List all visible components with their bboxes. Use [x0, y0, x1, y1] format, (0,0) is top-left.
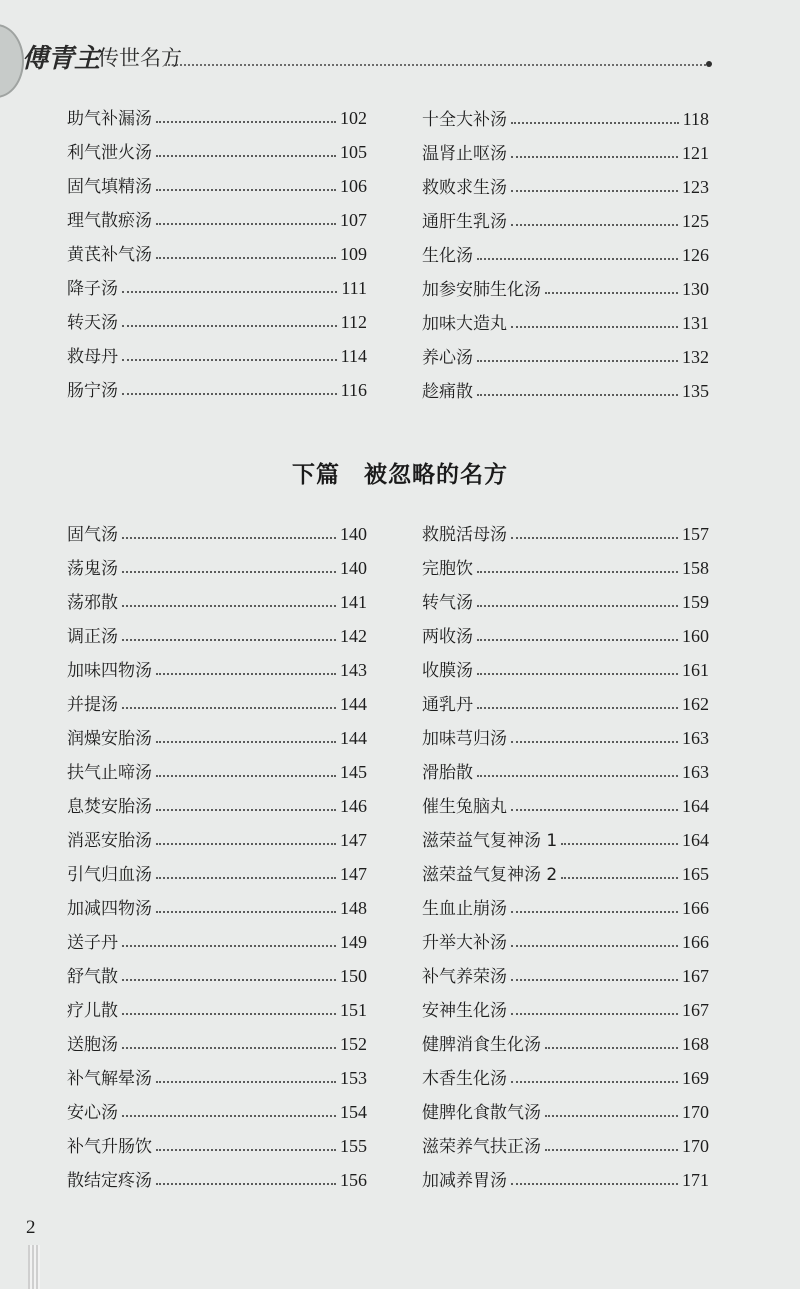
toc-entry-page: 141 [340, 592, 367, 612]
toc-leader-dots [477, 605, 678, 607]
toc-entry-page: 166 [682, 898, 709, 918]
toc-entry [67, 1089, 367, 1123]
toc-entry-title: 散结定疼汤 [67, 1171, 152, 1191]
toc-leader-dots [156, 741, 336, 743]
toc-leader-dots [156, 775, 336, 777]
toc-entry [67, 919, 367, 953]
toc-leader-dots [122, 359, 337, 361]
toc-entry-title: 扶气止啼汤 [67, 763, 152, 783]
toc-entry [422, 953, 709, 987]
toc-entry-title: 通肝生乳汤 [422, 212, 507, 232]
toc-leader-dots [511, 326, 678, 328]
toc-entry [67, 613, 367, 647]
toc-leader-dots [511, 1183, 678, 1185]
toc-leader-dots [545, 1047, 678, 1049]
toc-entry-page: 158 [682, 558, 709, 578]
toc-entry-page: 151 [340, 1000, 367, 1020]
toc-leader-dots [561, 877, 678, 879]
toc-entry-title: 加减养胃汤 [422, 1171, 507, 1191]
toc-entry-page: 161 [682, 660, 709, 680]
toc-entry-title: 救母丹 [67, 347, 118, 367]
toc-entry-title: 息焚安胎汤 [67, 797, 152, 817]
toc-entry-page: 152 [340, 1034, 367, 1054]
toc-leader-dots [477, 775, 678, 777]
toc-leader-dots [156, 911, 336, 913]
toc-entry-title: 加味芎归汤 [422, 729, 507, 749]
toc-entry [67, 987, 367, 1021]
toc-entry-title: 并提汤 [67, 695, 118, 715]
toc-entry-page: 157 [682, 524, 709, 544]
toc-entry-page: 170 [682, 1136, 709, 1156]
toc-entry-page: 146 [340, 796, 367, 816]
toc-entry-page: 148 [340, 898, 367, 918]
toc-leader-dots [545, 1115, 678, 1117]
toc-entry-title: 理气散瘀汤 [67, 211, 152, 231]
toc-column-top-left [67, 95, 367, 401]
toc-entry [67, 265, 367, 299]
toc-entry-title: 安神生化汤 [422, 1001, 507, 1021]
toc-leader-dots [511, 911, 678, 913]
toc-leader-dots [122, 979, 336, 981]
toc-entry-title: 送子丹 [67, 933, 118, 953]
toc-entry-title: 升举大补汤 [422, 933, 507, 953]
toc-column-bottom-left [67, 511, 367, 1191]
toc-entry [422, 613, 709, 647]
toc-leader-dots [545, 292, 678, 294]
header-logo-text: 傅青主 [22, 44, 101, 74]
toc-entry [422, 511, 709, 545]
toc-entry-title: 滑胎散 [422, 763, 473, 783]
toc-leader-dots [122, 1115, 336, 1117]
toc-entry [422, 987, 709, 1021]
toc-entry [67, 367, 367, 401]
toc-entry-page: 114 [340, 346, 367, 366]
toc-entry-page: 153 [340, 1068, 367, 1088]
toc-entry-page: 106 [340, 176, 367, 196]
toc-entry-title: 收膜汤 [422, 661, 473, 681]
toc-entry-page: 111 [341, 278, 367, 298]
running-header [0, 28, 800, 78]
toc-leader-dots [122, 1047, 336, 1049]
toc-entry-page: 164 [682, 830, 709, 850]
toc-entry-title: 木香生化汤 [422, 1069, 507, 1089]
toc-leader-dots [156, 843, 336, 845]
toc-entry-page: 131 [682, 313, 709, 333]
toc-entry [67, 851, 367, 885]
toc-leader-dots [511, 190, 678, 192]
toc-entry [422, 96, 709, 130]
toc-entry-page: 132 [682, 347, 709, 367]
toc-entry [422, 164, 709, 198]
toc-entry-page: 118 [682, 109, 709, 129]
toc-entry [422, 1123, 709, 1157]
toc-entry-page: 163 [682, 762, 709, 782]
toc-entry-title: 固气填精汤 [67, 177, 152, 197]
toc-entry [67, 231, 367, 265]
toc-entry [422, 198, 709, 232]
toc-entry-title: 黄芪补气汤 [67, 245, 152, 265]
toc-entry-title: 通乳丹 [422, 695, 473, 715]
toc-entry-page: 121 [682, 143, 709, 163]
toc-entry [67, 817, 367, 851]
toc-entry-page: 167 [682, 1000, 709, 1020]
toc-leader-dots [156, 121, 336, 123]
toc-entry-page: 150 [340, 966, 367, 986]
toc-leader-dots [511, 945, 678, 947]
toc-entry [422, 749, 709, 783]
toc-entry-title: 补气升肠饮 [67, 1137, 152, 1157]
toc-leader-dots [511, 809, 678, 811]
page-number: 2 [26, 1217, 36, 1238]
toc-entry [67, 953, 367, 987]
toc-leader-dots [122, 537, 336, 539]
toc-entry [422, 851, 709, 885]
toc-entry-page: 135 [682, 381, 709, 401]
toc-leader-dots [122, 325, 337, 327]
toc-entry-page: 156 [340, 1170, 367, 1190]
toc-leader-dots [511, 537, 678, 539]
toc-entry [422, 817, 709, 851]
toc-entry-page: 162 [682, 694, 709, 714]
toc-leader-dots [156, 155, 336, 157]
toc-entry-page: 171 [682, 1170, 709, 1190]
toc-entry-page: 144 [340, 694, 367, 714]
toc-entry-title: 生血止崩汤 [422, 899, 507, 919]
toc-entry-title: 养心汤 [422, 348, 473, 368]
toc-entry-title: 生化汤 [422, 246, 473, 266]
toc-entry-page: 130 [682, 279, 709, 299]
toc-entry-page: 102 [340, 108, 367, 128]
toc-leader-dots [511, 156, 678, 158]
toc-entry [67, 197, 367, 231]
toc-entry [67, 681, 367, 715]
toc-leader-dots [511, 224, 678, 226]
toc-leader-dots [122, 639, 336, 641]
toc-entry-title: 救脱活母汤 [422, 525, 507, 545]
toc-entry [422, 300, 709, 334]
toc-entry [422, 545, 709, 579]
toc-entry-title: 趁痛散 [422, 382, 473, 402]
toc-entry-page: 145 [340, 762, 367, 782]
toc-leader-dots [156, 673, 336, 675]
toc-entry [422, 130, 709, 164]
toc-entry-title: 加味四物汤 [67, 661, 152, 681]
toc-entry-page: 164 [682, 796, 709, 816]
toc-entry [422, 1157, 709, 1191]
toc-entry-title: 荡邪散 [67, 593, 118, 613]
toc-leader-dots [156, 257, 336, 259]
toc-leader-dots [122, 707, 336, 709]
toc-entry-page: 109 [340, 244, 367, 264]
toc-leader-dots [122, 1013, 336, 1015]
toc-entry-page: 165 [682, 864, 709, 884]
toc-entry-title: 舒气散 [67, 967, 118, 987]
toc-entry-title: 安心汤 [67, 1103, 118, 1123]
toc-entry [67, 1123, 367, 1157]
toc-leader-dots [477, 571, 678, 573]
toc-entry-page: 116 [340, 380, 367, 400]
toc-entry-page: 169 [682, 1068, 709, 1088]
toc-entry-page: 140 [340, 524, 367, 544]
toc-leader-dots [156, 1081, 336, 1083]
header-dotted-rule [165, 64, 710, 66]
toc-entry-title: 荡鬼汤 [67, 559, 118, 579]
toc-leader-dots [511, 979, 678, 981]
toc-leader-dots [156, 1149, 336, 1151]
toc-leader-dots [122, 291, 337, 293]
toc-entry-title: 送胞汤 [67, 1035, 118, 1055]
toc-entry-page: 125 [682, 211, 709, 231]
toc-entry-title: 催生兔脑丸 [422, 797, 507, 817]
toc-leader-dots [511, 1013, 678, 1015]
toc-entry-title: 完胞饮 [422, 559, 473, 579]
toc-entry-title: 固气汤 [67, 525, 118, 545]
toc-entry-title: 加减四物汤 [67, 899, 152, 919]
toc-entry [67, 299, 367, 333]
toc-entry-title: 调正汤 [67, 627, 118, 647]
toc-entry [422, 919, 709, 953]
toc-entry [67, 647, 367, 681]
toc-entry-page: 126 [682, 245, 709, 265]
toc-entry [67, 333, 367, 367]
toc-entry-page: 149 [340, 932, 367, 952]
header-end-dot [706, 61, 712, 67]
toc-entry-title: 转气汤 [422, 593, 473, 613]
toc-entry [67, 511, 367, 545]
toc-entry-page: 140 [340, 558, 367, 578]
toc-entry-page: 143 [340, 660, 367, 680]
toc-entry-title: 助气补漏汤 [67, 109, 152, 129]
toc-entry-page: 167 [682, 966, 709, 986]
toc-entry-page: 147 [340, 830, 367, 850]
toc-entry [422, 715, 709, 749]
toc-entry-page: 144 [340, 728, 367, 748]
toc-leader-dots [511, 122, 679, 124]
toc-entry [67, 579, 367, 613]
toc-entry-page: 160 [682, 626, 709, 646]
page-edge-decoration [28, 1245, 40, 1289]
toc-leader-dots [561, 843, 678, 845]
toc-column-bottom-right [422, 511, 709, 1191]
toc-entry-title: 加味大造丸 [422, 314, 507, 334]
toc-entry [67, 1055, 367, 1089]
toc-entry-page: 170 [682, 1102, 709, 1122]
toc-entry [67, 749, 367, 783]
toc-entry-title: 消恶安胎汤 [67, 831, 152, 851]
toc-entry [422, 681, 709, 715]
toc-entry-page: 163 [682, 728, 709, 748]
toc-entry [67, 95, 367, 129]
toc-leader-dots [156, 809, 336, 811]
toc-entry [422, 232, 709, 266]
toc-entry [422, 647, 709, 681]
toc-entry-title: 滋荣养气扶正汤 [422, 1137, 541, 1157]
toc-entry-title: 十全大补汤 [422, 110, 507, 130]
toc-entry-title: 健脾化食散气汤 [422, 1103, 541, 1123]
toc-entry [67, 129, 367, 163]
toc-entry [422, 579, 709, 613]
toc-entry-title: 补气解晕汤 [67, 1069, 152, 1089]
toc-leader-dots [477, 673, 678, 675]
toc-entry-page: 166 [682, 932, 709, 952]
toc-entry-page: 155 [340, 1136, 367, 1156]
toc-entry-title: 转天汤 [67, 313, 118, 333]
toc-entry [422, 266, 709, 300]
toc-entry-title: 滋荣益气复神汤 1 [422, 831, 558, 851]
toc-entry-page: 112 [340, 312, 367, 332]
toc-leader-dots [122, 605, 336, 607]
toc-entry-title: 两收汤 [422, 627, 473, 647]
toc-entry-title: 肠宁汤 [67, 381, 118, 401]
toc-entry-title: 加参安肺生化汤 [422, 280, 541, 300]
header-book-title: 传世名方 [98, 46, 182, 70]
toc-entry-title: 引气归血汤 [67, 865, 152, 885]
toc-leader-dots [477, 360, 678, 362]
toc-entry-title: 利气泄火汤 [67, 143, 152, 163]
toc-entry-page: 159 [682, 592, 709, 612]
toc-entry [422, 334, 709, 368]
toc-entry [422, 1055, 709, 1089]
toc-leader-dots [477, 707, 678, 709]
toc-entry-page: 168 [682, 1034, 709, 1054]
toc-leader-dots [477, 394, 678, 396]
toc-entry-title: 补气养荣汤 [422, 967, 507, 987]
toc-leader-dots [511, 1081, 678, 1083]
toc-entry-title: 润燥安胎汤 [67, 729, 152, 749]
toc-entry-page: 142 [340, 626, 367, 646]
toc-entry-page: 154 [340, 1102, 367, 1122]
logo-emblem [0, 24, 24, 98]
toc-entry [67, 1021, 367, 1055]
toc-entry [422, 1021, 709, 1055]
toc-leader-dots [156, 223, 336, 225]
toc-entry-title: 救败求生汤 [422, 178, 507, 198]
toc-leader-dots [122, 393, 337, 395]
toc-entry-title: 降子汤 [67, 279, 118, 299]
toc-leader-dots [156, 877, 336, 879]
toc-leader-dots [122, 571, 336, 573]
toc-entry-title: 温肾止呕汤 [422, 144, 507, 164]
toc-entry [67, 715, 367, 749]
toc-entry [67, 783, 367, 817]
toc-column-top-right [422, 96, 709, 402]
toc-entry [422, 783, 709, 817]
toc-entry [422, 368, 709, 402]
toc-entry [67, 163, 367, 197]
toc-entry-title: 健脾消食生化汤 [422, 1035, 541, 1055]
toc-leader-dots [545, 1149, 678, 1151]
toc-entry-title: 滋荣益气复神汤 2 [422, 865, 558, 885]
toc-entry-title: 疗儿散 [67, 1001, 118, 1021]
toc-entry-page: 147 [340, 864, 367, 884]
toc-entry-page: 107 [340, 210, 367, 230]
toc-leader-dots [122, 945, 336, 947]
toc-entry [422, 885, 709, 919]
toc-entry [67, 885, 367, 919]
toc-leader-dots [477, 639, 678, 641]
section-title: 下篇 被忽略的名方 [292, 462, 508, 488]
toc-entry [67, 1157, 367, 1191]
toc-leader-dots [156, 1183, 336, 1185]
toc-entry-page: 123 [682, 177, 709, 197]
toc-entry-page: 105 [340, 142, 367, 162]
toc-leader-dots [477, 258, 678, 260]
toc-entry [67, 545, 367, 579]
toc-leader-dots [156, 189, 336, 191]
toc-leader-dots [511, 741, 678, 743]
toc-entry [422, 1089, 709, 1123]
